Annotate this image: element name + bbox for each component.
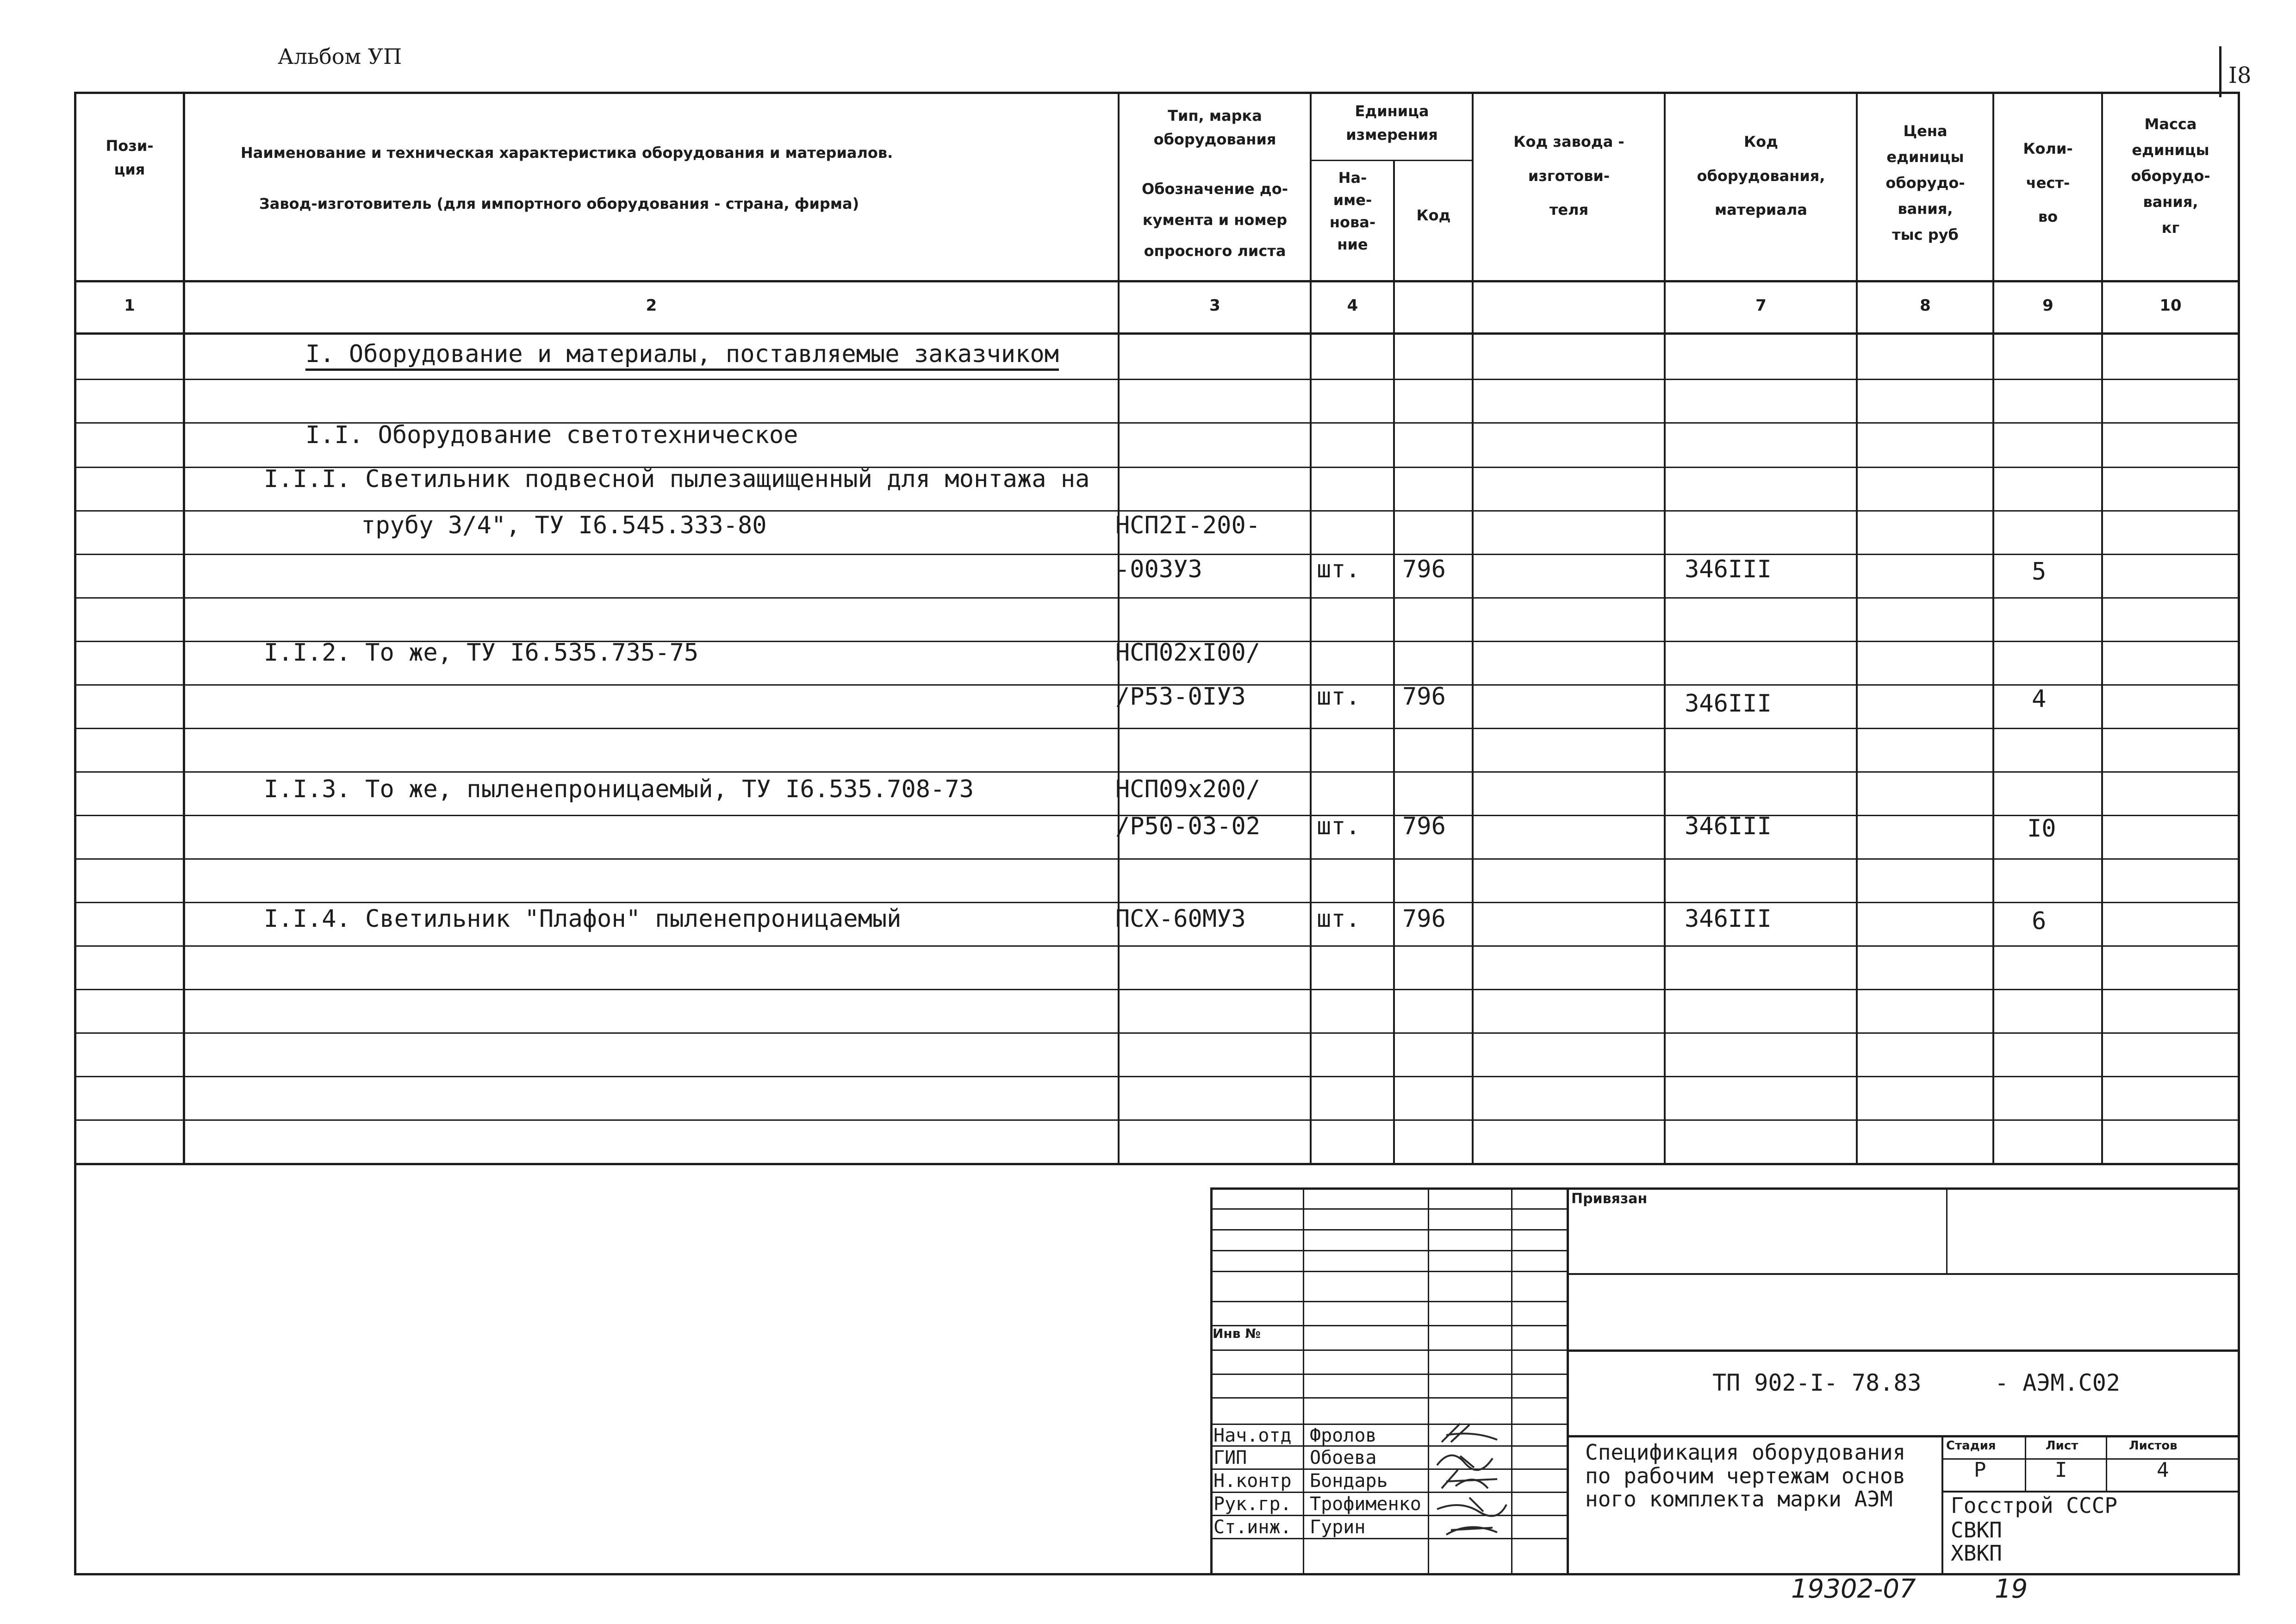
- header-name: Наименование и техническая характеристика оборудования и материалов.: [241, 144, 893, 162]
- header-unit-group: Единица измерения: [1346, 102, 1438, 144]
- role-3: Н.контр: [1213, 1470, 1292, 1492]
- privyazan-label: Привязан: [1571, 1191, 1648, 1207]
- item-4-material-code: 346III: [1685, 905, 1772, 933]
- footer-page: 19: [1995, 1574, 2028, 1604]
- listov-label: Листов: [2129, 1439, 2178, 1453]
- item-4-unit: шт.: [1317, 905, 1360, 933]
- header-type: Тип, марка оборудования: [1153, 107, 1276, 149]
- footer-inventory: 19302-07: [1791, 1574, 1916, 1604]
- item-4-unit-code: 796: [1402, 905, 1446, 933]
- inv-number-label: Инв №: [1213, 1326, 1261, 1341]
- org-2: СВКП: [1951, 1518, 2002, 1543]
- item-2-unit: шт.: [1317, 683, 1360, 711]
- item-1-type-cont: -003У3: [1115, 556, 1202, 583]
- person-1: Фролов: [1310, 1425, 1377, 1446]
- signatures: [1432, 1421, 1511, 1542]
- header-unit-name: На- име- нова- ние: [1329, 169, 1376, 253]
- role-5: Ст.инж.: [1213, 1517, 1292, 1538]
- sheet-divider: [2219, 46, 2221, 97]
- col-num-10: 10: [2159, 296, 2182, 315]
- item-4-name: I.I.4. Светильник "Плафон" пыленепроницаемый: [264, 905, 902, 933]
- header-manufacturer: Завод-изготовитель (для импортного оборудования - страна, фирма): [259, 195, 859, 212]
- album-label: Альбом УП: [278, 44, 402, 69]
- item-3-name: I.I.3. То же, пыленепроницаемый, ТУ I6.535.708-73: [264, 775, 974, 803]
- col-num-3: 3: [1209, 296, 1220, 315]
- item-3-type: НСП09х200/: [1115, 775, 1261, 803]
- stadia-value: Р: [1974, 1458, 1986, 1482]
- item-3-unit: шт.: [1317, 812, 1360, 840]
- col-num-9: 9: [2042, 296, 2053, 315]
- role-1: Нач.отд: [1213, 1425, 1292, 1446]
- item-1-unit: шт.: [1317, 556, 1360, 583]
- item-1-material-code: 346III: [1685, 556, 1772, 583]
- col-num-4: 4: [1347, 296, 1358, 315]
- item-1-unit-code: 796: [1402, 556, 1446, 583]
- person-3: Бондарь: [1310, 1470, 1388, 1492]
- org-3: ХВКП: [1951, 1541, 2002, 1566]
- list-label: Лист: [2046, 1439, 2078, 1453]
- section-title: I. Оборудование и материалы, поставляемые заказчиком: [305, 340, 1059, 368]
- item-2-name: I.I.2. То же, ТУ I6.535.735-75: [264, 639, 699, 667]
- header-price: Цена единицы оборудо- вания, тыс руб: [1885, 122, 1965, 244]
- item-2-material-code: 346III: [1685, 690, 1772, 718]
- header-doc: Обозначение до- кумента и номер опросного листа: [1142, 180, 1288, 260]
- document-title: Спецификация оборудования по рабочим чертежам основ ного комплекта марки АЭМ: [1585, 1440, 1906, 1512]
- item-1-name-cont: трубу 3/4", ТУ I6.545.333-80: [361, 512, 767, 539]
- item-1-type: НСП2I-200-: [1115, 512, 1261, 539]
- item-3-material-code: 346III: [1685, 812, 1772, 840]
- item-2-unit-code: 796: [1402, 683, 1446, 711]
- role-4: Рук.гр.: [1213, 1493, 1292, 1515]
- header-quantity: Коли- чест- во: [2023, 140, 2073, 226]
- person-5: Гурин: [1310, 1517, 1366, 1538]
- item-2-type-cont: /Р53-0IУ3: [1115, 683, 1246, 711]
- item-4-type: ПСХ-60МУ3: [1115, 905, 1246, 933]
- col-num-7: 7: [1755, 296, 1767, 315]
- item-4-quantity: 6: [2032, 907, 2047, 935]
- item-3-type-cont: /Р50-03-02: [1115, 812, 1261, 840]
- item-3-unit-code: 796: [1402, 812, 1446, 840]
- stadia-label: Стадия: [1946, 1439, 1996, 1453]
- header-unit-code: Код: [1416, 206, 1451, 224]
- header-material-code: Код оборудования, материала: [1697, 133, 1825, 219]
- document-code: ТП 902-I- 78.83: [1712, 1369, 1922, 1396]
- sheet-number: I8: [2228, 62, 2252, 88]
- header-maker-code: Код завода - изготови- теля: [1513, 133, 1624, 219]
- subsection-title: I.I. Оборудование светотехническое: [305, 421, 798, 449]
- col-num-8: 8: [1920, 296, 1931, 315]
- org-1: Госстрой СССР: [1951, 1493, 2118, 1518]
- item-2-type: НСП02хI00/: [1115, 639, 1261, 667]
- person-2: Обоева: [1310, 1447, 1377, 1468]
- document-mark: - АЭМ.С02: [1995, 1369, 2120, 1396]
- list-value: I: [2055, 1458, 2067, 1482]
- col-num-1: 1: [124, 296, 135, 315]
- header-position: Пози- ция: [106, 137, 154, 179]
- item-3-quantity: I0: [2027, 815, 2056, 843]
- role-2: ГИП: [1213, 1447, 1247, 1468]
- header-mass: Масса единицы оборудо- вания, кг: [2131, 115, 2210, 237]
- item-1-quantity: 5: [2032, 558, 2047, 586]
- item-2-quantity: 4: [2032, 685, 2047, 713]
- col-num-2: 2: [646, 296, 657, 315]
- item-1-name: I.I.I. Светильник подвесной пылезащищенный для монтажа на: [264, 465, 1090, 493]
- listov-value: 4: [2157, 1458, 2169, 1482]
- person-4: Трофименко: [1310, 1493, 1421, 1515]
